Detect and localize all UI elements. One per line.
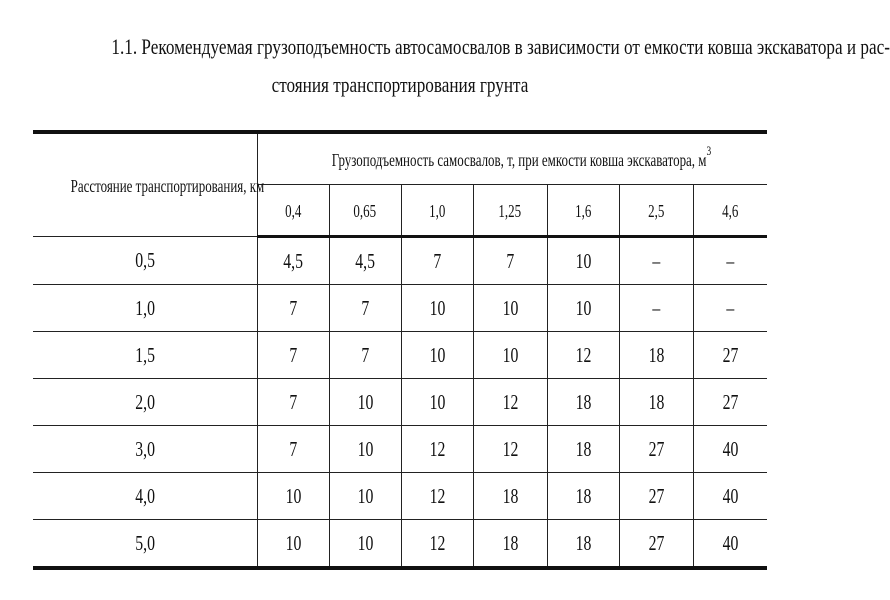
group-header-cell [257, 132, 767, 185]
cell-value: 18 [648, 342, 664, 367]
table-cell [401, 285, 473, 332]
row-label-cell [33, 520, 257, 569]
cell-value: 18 [502, 483, 518, 508]
cell-value: 18 [648, 389, 664, 414]
cell-value: 10 [502, 295, 518, 320]
table-cell [547, 332, 619, 379]
row-label-cell [33, 237, 257, 285]
cell-value: 7 [506, 248, 514, 273]
row-label-cell [33, 332, 257, 379]
cell-value: 12 [502, 436, 518, 461]
table-cell [401, 237, 473, 285]
cell-value: 40 [722, 483, 739, 508]
table-row [33, 237, 767, 285]
cell-value: – [652, 248, 660, 273]
cell-value: 40 [722, 436, 739, 461]
table-body [33, 237, 767, 569]
cell-value: 18 [575, 389, 591, 414]
cell-value: 10 [502, 342, 518, 367]
cell-value: 10 [357, 530, 373, 555]
cell-value: 27 [722, 342, 739, 367]
row-label-cell [33, 473, 257, 520]
cell-value: – [726, 295, 735, 320]
payload-table [33, 130, 767, 570]
table-cell [473, 520, 547, 569]
table-cell [401, 473, 473, 520]
table-row [33, 379, 767, 426]
table-cell [329, 332, 401, 379]
table-cell [619, 426, 693, 473]
table-cell [257, 285, 329, 332]
table-cell [473, 237, 547, 285]
table-cell [693, 332, 767, 379]
cell-value: 18 [575, 436, 591, 461]
cell-value: 27 [722, 389, 739, 414]
cell-value: 10 [357, 483, 373, 508]
table-cell [547, 473, 619, 520]
table-row [33, 520, 767, 569]
table-cell [329, 379, 401, 426]
cell-value: 7 [289, 436, 297, 461]
cell-value: 10 [575, 248, 591, 273]
group-header-superscript: 3 [705, 142, 711, 158]
table-cell [619, 285, 693, 332]
table-row [33, 426, 767, 473]
cell-value: 10 [357, 389, 373, 414]
table-cell [329, 426, 401, 473]
column-header-0 [257, 185, 329, 237]
row-label: 0,5 [134, 248, 155, 272]
row-label: 5,0 [134, 530, 155, 555]
table-cell [547, 237, 619, 285]
cell-value: 27 [648, 530, 664, 555]
cell-value: 7 [289, 389, 297, 414]
table-cell [547, 520, 619, 569]
table-cell [693, 237, 767, 285]
column-header-5 [619, 185, 693, 237]
cell-value: 12 [429, 483, 445, 508]
group-header-label [331, 142, 711, 171]
row-label: 4,0 [134, 483, 155, 508]
table-cell [619, 332, 693, 379]
cell-value: 7 [361, 342, 369, 367]
row-label-cell [33, 379, 257, 426]
table-title-line-2: стояния транспортирования грунта [271, 72, 529, 97]
cell-value: 10 [575, 295, 591, 320]
group-header-text: Грузоподъемность самосвалов, т, при емкости ковша экскаватора, м [331, 149, 706, 170]
cell-value: 27 [648, 436, 664, 461]
column-header-6 [693, 185, 767, 237]
cell-value: 10 [429, 389, 445, 414]
table-cell [329, 473, 401, 520]
cell-value: 7 [289, 295, 297, 320]
table-cell [473, 473, 547, 520]
cell-value: 12 [502, 389, 518, 414]
table-cell [473, 426, 547, 473]
table-cell [329, 285, 401, 332]
table-cell [473, 285, 547, 332]
cell-value: 12 [575, 342, 591, 367]
table-cell [693, 285, 767, 332]
cell-value: 10 [429, 295, 445, 320]
table-cell [619, 520, 693, 569]
table-cell [257, 237, 329, 285]
cell-value: 12 [429, 436, 445, 461]
cell-value: 10 [357, 436, 373, 461]
table-cell [693, 520, 767, 569]
table-cell [547, 426, 619, 473]
cell-value: 18 [575, 483, 591, 508]
column-header-4 [547, 185, 619, 237]
column-header-2 [401, 185, 473, 237]
column-header-1 [329, 185, 401, 237]
cell-value: 40 [722, 530, 739, 555]
table-cell [401, 379, 473, 426]
cell-value: 12 [429, 530, 445, 555]
cell-value: 4,5 [355, 248, 375, 273]
cell-value: 18 [502, 530, 518, 555]
table-cell [547, 379, 619, 426]
table-cell [693, 426, 767, 473]
table-cell [257, 379, 329, 426]
table-title-line-1: 1.1. Рекомендуемая грузоподъемность автосамосвалов в зависимости от емкости ковша экскаватора и рас- [111, 34, 890, 59]
table-cell [329, 237, 401, 285]
row-label: 1,5 [134, 342, 155, 367]
cell-value: 10 [429, 342, 445, 367]
column-header-label: 4,6 [722, 200, 739, 221]
column-header-label: 1,25 [498, 200, 522, 221]
cell-value: 4,5 [283, 248, 303, 273]
table-cell [693, 379, 767, 426]
table-title [111, 28, 890, 104]
table-cell [257, 426, 329, 473]
table-row [33, 332, 767, 379]
table-cell [329, 520, 401, 569]
table-cell [401, 426, 473, 473]
table-cell [693, 473, 767, 520]
column-header-label: 0,4 [284, 200, 302, 221]
table-cell [401, 520, 473, 569]
row-label-cell [33, 285, 257, 332]
cell-value: – [726, 248, 735, 273]
column-header-label: 2,5 [647, 200, 665, 221]
cell-value: 18 [575, 530, 591, 555]
row-header-label: Расстояние транспортирования, км [70, 175, 265, 196]
cell-value: 7 [433, 248, 441, 273]
table-row [33, 473, 767, 520]
column-header-label: 1,0 [428, 200, 446, 221]
row-label: 1,0 [134, 295, 155, 320]
table-cell [619, 237, 693, 285]
table-cell [473, 332, 547, 379]
table-cell [619, 473, 693, 520]
table-cell [257, 332, 329, 379]
table-cell [401, 332, 473, 379]
column-header-label: 0,65 [353, 200, 377, 221]
cell-value: 7 [361, 295, 369, 320]
cell-value: – [652, 295, 660, 320]
cell-value: 10 [285, 530, 301, 555]
table-cell [547, 285, 619, 332]
table-cell [473, 379, 547, 426]
column-header-3 [473, 185, 547, 237]
table-cell [257, 473, 329, 520]
table-row [33, 285, 767, 332]
row-label: 2,0 [134, 389, 155, 414]
row-label: 3,0 [134, 436, 155, 461]
column-header-label: 1,6 [574, 200, 592, 221]
cell-value: 27 [648, 483, 664, 508]
cell-value: 7 [289, 342, 297, 367]
table-cell [619, 379, 693, 426]
cell-value: 10 [285, 483, 301, 508]
row-label-cell [33, 426, 257, 473]
table-cell [257, 520, 329, 569]
row-header-cell [33, 132, 265, 237]
